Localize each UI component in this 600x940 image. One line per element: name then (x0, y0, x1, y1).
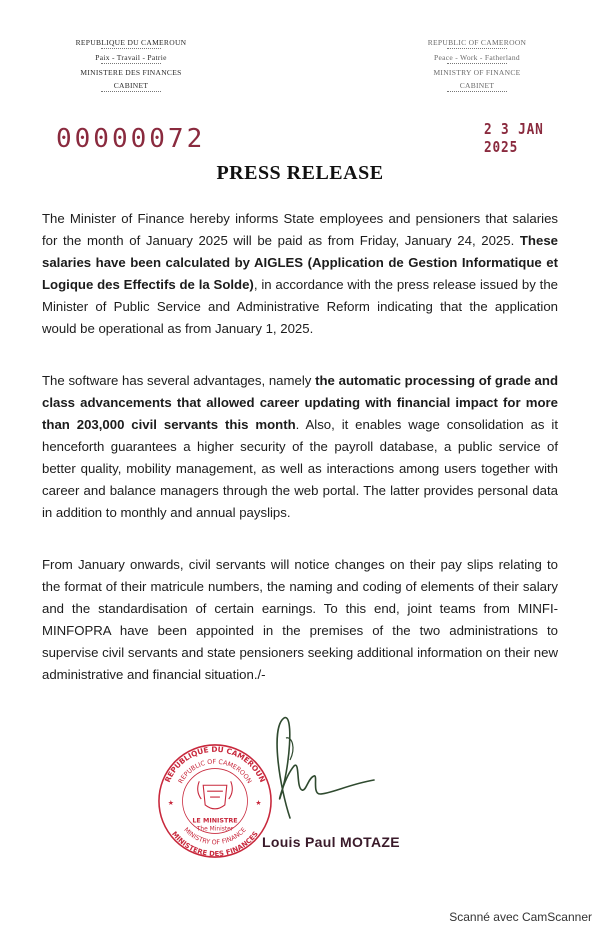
header-left-motto: Paix - Travail - Patrie (95, 53, 167, 62)
stamp-outer-bottom-text: MINISTERE DES FINANCES (170, 829, 260, 859)
paragraph-1-text-c: , in accordance with the press release issued by the Minister of Public Service and Administrative Reform indicating that the application would be operational as from January 1, 2025. (42, 277, 558, 336)
stamp-center-subtitle: The Minister (196, 826, 234, 833)
header-left-cabinet: CABINET (113, 81, 149, 90)
header-left-ministry: MINISTERE DES FINANCES (80, 68, 182, 77)
paragraph-1 (42, 208, 558, 340)
header-left (26, 36, 236, 94)
stamp-star-icon: ★ (167, 798, 174, 807)
paragraph-1-text-a: The Minister of Finance hereby informs State employees and pensioners that salaries for the month of January 2025 will be paid as from Friday, January 24, 2025. (42, 211, 558, 248)
scanner-watermark: Scanné avec CamScanner (449, 910, 592, 924)
coat-of-arms-icon (198, 781, 233, 809)
header-right-country: REPUBLIC OF CAMEROON (427, 38, 527, 47)
header-left-country: REPUBLIQUE DU CAMEROUN (75, 38, 187, 47)
signature (250, 708, 380, 828)
paragraph-2-text-c: . Also, it enables wage consolidation as it henceforth guarantees a higher security of the payroll database, a public service of better quality, mobility management, as well as interactions among users together with career and balance managers through the web portal. The latter provides personal data in addition to monthly and annual payslips. (42, 417, 558, 520)
paragraph-1-bold: These salaries have been calculated by AIGLES (Application de Gestion Informatique et Logique des Effectifs de la Solde) (42, 233, 558, 292)
stamp-center-title: LE MINISTRE (192, 816, 238, 825)
paragraph-2-text-a: The software has several advantages, namely (42, 373, 316, 388)
reference-number: 00000072 (56, 124, 206, 154)
stamp-inner-top-text: REPUBLIC OF CAMEROON (176, 757, 254, 785)
header-right-ministry: MINISTRY OF FINANCE (433, 68, 521, 77)
signatory-name: Louis Paul MOTAZE (262, 834, 400, 850)
document-date: 2 3 JAN 2025 (484, 120, 544, 156)
paragraph-2 (42, 370, 558, 524)
stamp-inner-bottom-text: MINISTRY OF FINANCE (182, 825, 248, 847)
signature-stroke (277, 718, 374, 818)
page-title: PRESS RELEASE (216, 162, 384, 184)
stamp-outer-top-text: REPUBLIQUE DU CAMEROUN (162, 744, 268, 784)
header-right (372, 36, 582, 94)
header-right-motto: Peace - Work - Fatherland (434, 53, 520, 62)
header-right-cabinet: CABINET (459, 81, 495, 90)
paragraph-2-bold: the automatic processing of grade and class advancements that allowed career updating with financial impact for more than 203,000 civil servants this month (42, 373, 558, 432)
stamp-star-icon: ★ (255, 798, 262, 807)
paragraph-3: From January onwards, civil servants will notice changes on their pay slips relating to the format of their matricule numbers, the naming and coding of elements of their salary and the standardisation of certain earnings. To this end, joint teams from MINFI-MINFOPRA have been appointed in the premises of the two administrations to supervise civil servants and state pensioners seeking additional information on their new administrative and financial situation./- (42, 557, 558, 682)
